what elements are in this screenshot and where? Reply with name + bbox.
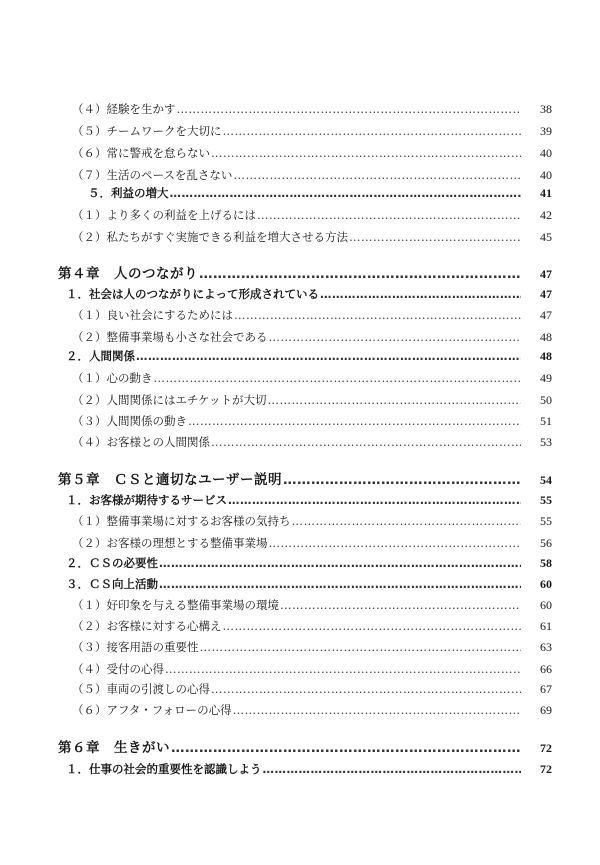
toc-entry [0,391,552,409]
toc-entry [0,638,552,656]
toc-chapter [0,471,552,489]
toc-entry-title: （５）チームワークを大切に [72,124,222,138]
toc-leader-dots [269,534,522,552]
toc-page-number: 66 [540,662,552,676]
toc-page-number: 72 [540,762,552,776]
toc-section [0,184,552,202]
toc-entry-title: （５）車両の引渡しの心得 [72,682,210,696]
toc-page-number: 50 [540,393,552,407]
toc-leader-dots [280,596,521,614]
toc-entry [0,660,552,678]
toc-page-number: 53 [540,435,552,449]
toc-entry-title: （２）人間関係にはエチケットが大切 [72,393,267,407]
toc-leader-dots [170,184,522,202]
toc-page-number: 63 [540,640,552,654]
toc-entry-title: （６）アフタ・フォローの心得 [72,703,232,717]
toc-chapter-title: 第５章 ＣＳと適切なユーザー説明 [58,472,282,488]
toc-leader-dots [159,575,521,593]
toc-leader-dots [234,306,521,324]
toc-leader-dots [211,144,521,162]
toc-section-title: ３．ＣＳ向上活動 [66,577,158,591]
toc-entry [0,617,552,635]
toc-section-title: １．お客様が期待するサービス [66,493,227,507]
toc-entry [0,596,552,614]
toc-entry [0,122,552,140]
toc-page-number: 39 [540,124,552,138]
toc-entry-title: （１）より多くの利益を上げるには [72,208,256,222]
toc-entry [0,433,552,451]
toc-page-number: 61 [540,619,552,633]
toc-entry [0,534,552,552]
toc-entry-title: （１）心の動き [72,371,153,385]
toc-page-number: 47 [540,287,552,301]
toc-page-number: 45 [540,230,552,244]
toc-page-number: 56 [540,536,552,550]
toc-page-number: 40 [540,168,552,182]
toc-entry-title: （１）整備事業場に対するお客様の気持ち [72,514,291,528]
toc-leader-dots [154,369,522,387]
toc-page-number: 48 [540,349,552,363]
toc-page-number: 55 [540,493,552,507]
toc-section-title: １．社会は人のつながりによって形成されている [66,287,319,301]
toc-entry-title: （４）受付の心得 [72,662,164,676]
toc-leader-dots [171,739,521,757]
toc-section-title: ５．利益の増大 [88,186,169,200]
toc-chapter-title: 第４章 人のつながり [58,266,198,282]
toc-leader-dots [199,265,521,283]
toc-chapter [0,739,552,757]
toc-entry [0,680,552,698]
toc-entry-title: （２）私たちがすぐ実施できる利益を増大させる方法 [72,230,348,244]
toc-section [0,491,552,509]
toc-leader-dots [257,206,521,224]
toc-page-number: 40 [540,146,552,160]
toc-entry [0,100,552,118]
toc-leader-dots [200,638,522,656]
toc-page-number: 60 [540,598,552,612]
toc-page-number: 55 [540,514,552,528]
toc-leader-dots [269,328,522,346]
toc-entry [0,144,552,162]
toc-entry-title: （２）整備事業場も小さな社会である [72,330,268,344]
toc-leader-dots [233,701,521,719]
toc-leader-dots [320,285,521,303]
toc-chapter [0,265,552,283]
toc-section-title: １．仕事の社会的重要性を認識しよう [66,762,262,776]
toc-page-number: 60 [540,577,552,591]
toc-section-title: ２．人間関係 [66,349,135,363]
toc-leader-dots [223,122,522,140]
toc-entry-title: （２）お客様の理想とする整備事業場 [72,536,268,550]
toc-page-number: 72 [540,741,552,755]
toc-entry-title: （２）お客様に対する心構え [72,619,222,633]
toc-entry-title: （４）お客様との人間関係 [72,435,210,449]
toc-leader-dots [233,166,521,184]
toc-page-number: 42 [540,208,552,222]
toc-page-number: 54 [540,473,552,487]
toc-entry [0,369,552,387]
toc-section [0,575,552,593]
toc-section-title: ２．ＣＳの必要性 [66,556,158,570]
toc-page-number: 67 [540,682,552,696]
toc-section [0,347,552,365]
toc-entry [0,512,552,530]
toc-entry [0,206,552,224]
toc-entry-title: （１）良い社会にするためには [72,308,233,322]
toc-page-number: 41 [540,186,552,200]
toc-entry-title: （３）接客用語の重要性 [72,640,199,654]
toc-entry [0,412,552,430]
toc-leader-dots [267,391,521,409]
toc-section [0,285,552,303]
toc-leader-dots [292,512,522,530]
toc-entry-title: （１）好印象を与える整備事業場の環境 [72,598,279,612]
toc-leader-dots [188,412,521,430]
toc-entry [0,701,552,719]
toc-leader-dots [263,760,522,778]
toc-entry-title: （６）常に警戒を怠らない [72,146,210,160]
toc-section [0,554,552,572]
toc-page-number: 38 [540,102,552,116]
toc-entry [0,306,552,324]
toc-entry [0,228,552,246]
toc-entry-title: （４）経験を生かす [72,102,176,116]
toc-chapter-title: 第６章 生きがい [58,740,170,756]
toc-entry [0,166,552,184]
toc-page-number: 48 [540,330,552,344]
toc-entry [0,328,552,346]
toc-leader-dots [211,433,521,451]
toc-leader-dots [223,617,522,635]
toc-leader-dots [177,100,522,118]
toc-leader-dots [283,471,521,489]
toc-leader-dots [165,660,521,678]
toc-page-number: 47 [540,267,552,281]
toc-leader-dots [211,680,521,698]
toc-page-number: 69 [540,703,552,717]
toc-page-number: 49 [540,371,552,385]
toc-leader-dots [159,554,521,572]
toc-entry-title: （３）人間関係の動き [72,414,187,428]
toc-leader-dots [228,491,521,509]
toc-leader-dots [349,228,521,246]
toc-page-number: 47 [540,308,552,322]
toc-page-number: 51 [540,414,552,428]
toc-page-number: 58 [540,556,552,570]
toc-entry-title: （７）生活のペースを乱さない [72,168,233,182]
toc-leader-dots [136,347,521,365]
toc-section [0,760,552,778]
